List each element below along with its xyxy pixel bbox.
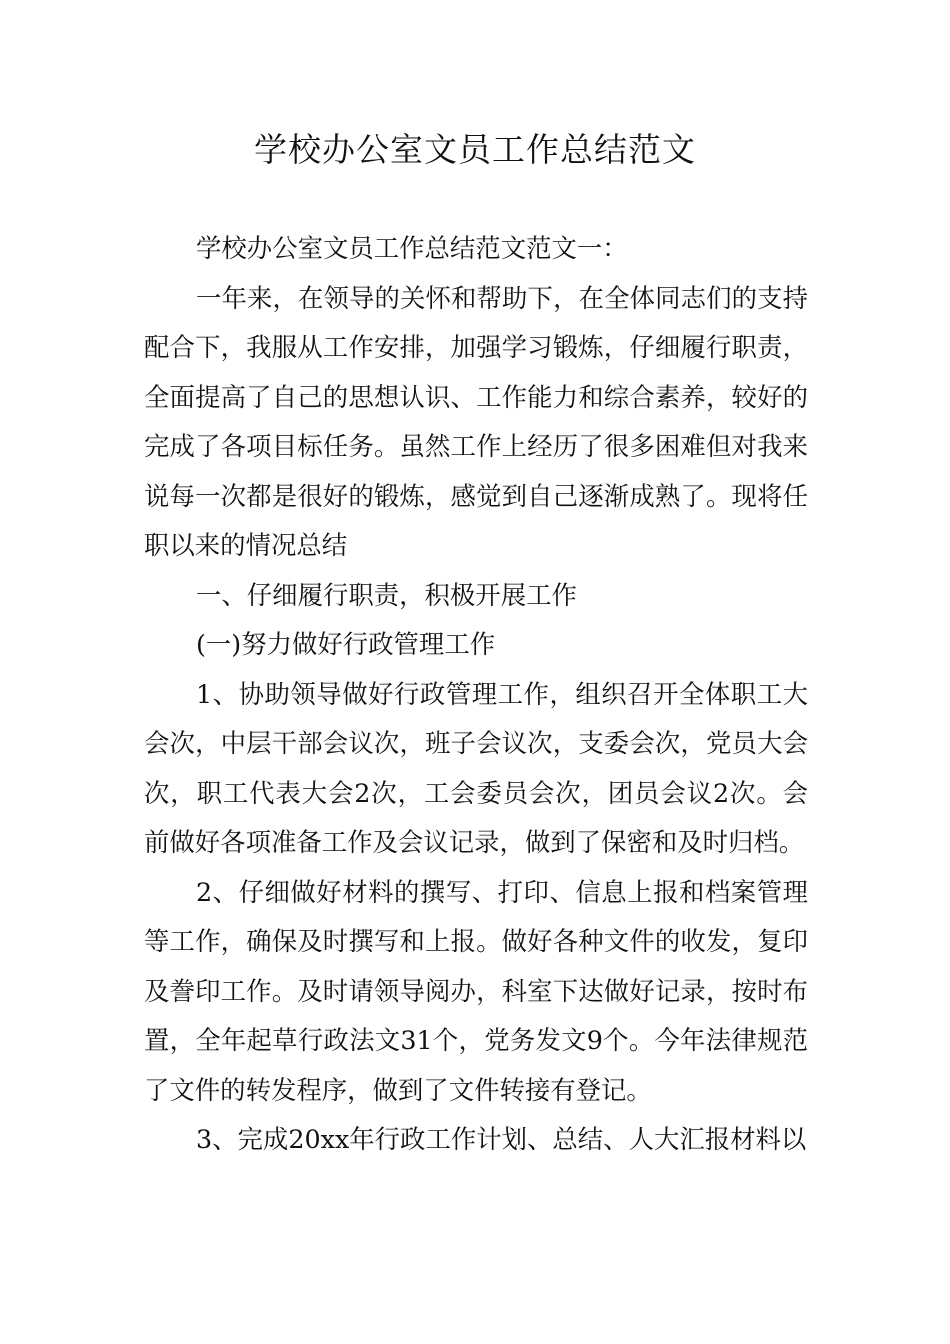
paragraph-item-3: 3、完成20xx年行政工作计划、总结、人大汇报材料以 [196,1124,807,1154]
paragraph-item-1: 1、协助领导做好行政管理工作，组织召开全体职工大会次，中层干部会议次，班子会议次，支委会次，党员大会次，职工代表大会2次，工会委员会次，团员会议2次。会前做好各项准备工作及会议记录，做到了保密和及时归档。 [144,678,808,857]
paragraph-summary: 一年来，在领导的关怀和帮助下，在全体同志们的支持配合下，我服从工作安排，加强学习锻炼，仔细履行职责，全面提高了自己的思想认识、工作能力和综合素养，较好的完成了各项目标任务。虽然工作上经历了很多困难但对我来说每一次都是很好的锻炼，感觉到自己逐渐成熟了。现将任职以来的情况总结 [144,282,808,560]
document-title: 学校办公室文员工作总结范文 [254,130,696,169]
paragraph-item-2: 2、仔细做好材料的撰写、打印、信息上报和档案管理等工作，确保及时撰写和上报。做好各种文件的收发，复印及誊印工作。及时请领导阅办，科室下达做好记录，按时布置，全年起草行政法文31个，党务发文9个。今年法律规范了文件的转发程序，做到了文件转接有登记。 [144,876,808,1105]
paragraph-intro: 学校办公室文员工作总结范文范文一： [196,233,628,263]
section-heading-1: 一、仔细履行职责，积极开展工作 [196,579,577,610]
subsection-heading-1: (一)努力做好行政管理工作 [196,629,496,659]
document-body [144,224,808,1165]
